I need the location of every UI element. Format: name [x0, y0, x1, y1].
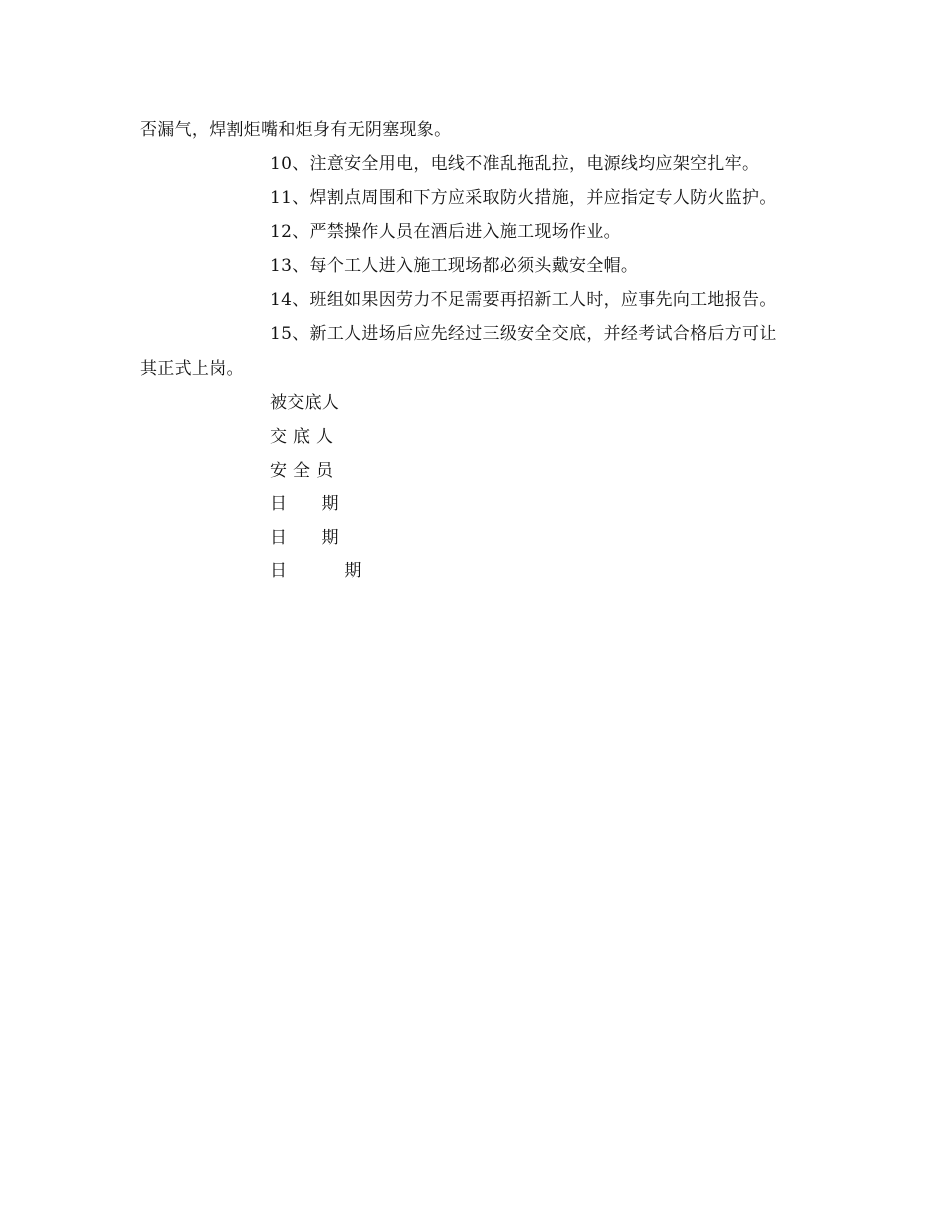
rule-item-11: 11、焊割点周围和下方应采取防火措施，并应指定专人防火监护。: [270, 188, 777, 208]
signature-safety-officer-label: 安 全 员: [270, 461, 334, 481]
rule-item-10: 10、注意安全用电，电线不准乱拖乱拉，电源线均应架空扎牢。: [270, 154, 760, 174]
date-label-3: 日 期: [270, 561, 362, 581]
date-label-1: 日 期: [270, 494, 339, 514]
rule-item-13: 13、每个工人进入施工现场都必须头戴安全帽。: [270, 256, 639, 276]
signature-presenter-label: 交 底 人: [270, 427, 334, 447]
rule-item-14: 14、班组如果因劳力不足需要再招新工人时，应事先向工地报告。: [270, 290, 777, 310]
date-label-2: 日 期: [270, 528, 339, 548]
rule-item-15-continuation: 其正式上岗。: [140, 359, 244, 379]
signature-recipient-label: 被交底人: [270, 393, 340, 413]
rule-item-12: 12、严禁操作人员在酒后进入施工现场作业。: [270, 222, 621, 242]
continuation-line: 否漏气，焊割炬嘴和炬身有无阴塞现象。: [140, 120, 452, 140]
rule-item-15: 15、新工人进场后应先经过三级安全交底，并经考试合格后方可让: [270, 324, 777, 344]
